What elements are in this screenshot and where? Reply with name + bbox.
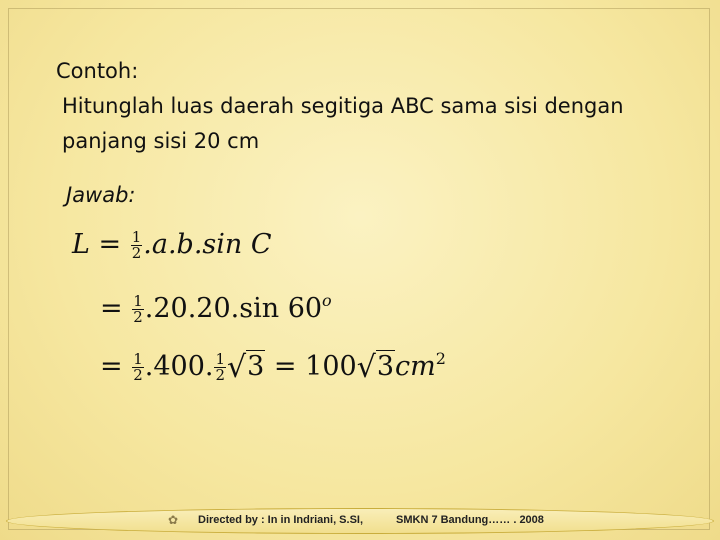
- slide-frame: [8, 8, 710, 530]
- formula-line-3: [100, 342, 446, 385]
- fraction-denominator: 2: [133, 366, 143, 384]
- jawab-label: Jawab:: [66, 183, 136, 207]
- formula-expression: .a.b.sin C: [143, 229, 272, 260]
- fraction-numerator: 1: [133, 292, 143, 310]
- square-root: [227, 350, 265, 385]
- equals-sign: =: [100, 293, 123, 324]
- fraction-numerator: 1: [131, 228, 142, 246]
- contoh-label: Contoh:: [56, 59, 139, 83]
- equals-sign: =: [98, 229, 122, 260]
- equals-sign-2: =: [273, 351, 297, 382]
- degree-superscript: o: [322, 291, 332, 310]
- fraction-half: [132, 352, 144, 383]
- fraction-denominator: 2: [215, 366, 226, 384]
- fraction-half-2: [214, 352, 226, 383]
- formula-line-1: [72, 228, 272, 262]
- area-symbol: L: [72, 229, 90, 260]
- formula-line-2: [100, 284, 332, 326]
- fraction-numerator: 1: [133, 350, 143, 368]
- problem-line-1: Hitunglah luas daerah segitiga ABC sama sisi dengan: [62, 94, 624, 118]
- fraction-half: [132, 294, 144, 325]
- radicand: 3: [376, 351, 394, 382]
- unit-superscript: 2: [435, 349, 446, 368]
- footer-author: Directed by : In in Indriani, S.SI,: [198, 514, 364, 526]
- footer-school: SMKN 7 Bandung…… . 2008: [396, 514, 544, 526]
- unit: cm: [395, 351, 436, 382]
- radical-sign: √: [356, 350, 376, 385]
- square-root-2: [357, 350, 395, 385]
- problem-line-2: panjang sisi 20 cm: [62, 129, 260, 153]
- radicand: 3: [247, 351, 265, 382]
- bullet-swirl-icon: ✿: [168, 513, 179, 527]
- formula-expression: .20.20.sin 60: [144, 293, 323, 324]
- fraction-numerator: 1: [215, 350, 226, 368]
- equals-sign: =: [100, 351, 123, 382]
- fraction-half: [131, 230, 143, 261]
- coefficient: 100: [305, 351, 357, 382]
- fraction-denominator: 2: [131, 244, 142, 262]
- fraction-denominator: 2: [133, 308, 143, 326]
- formula-expression: .400.: [144, 351, 214, 382]
- radical-sign: √: [227, 350, 247, 385]
